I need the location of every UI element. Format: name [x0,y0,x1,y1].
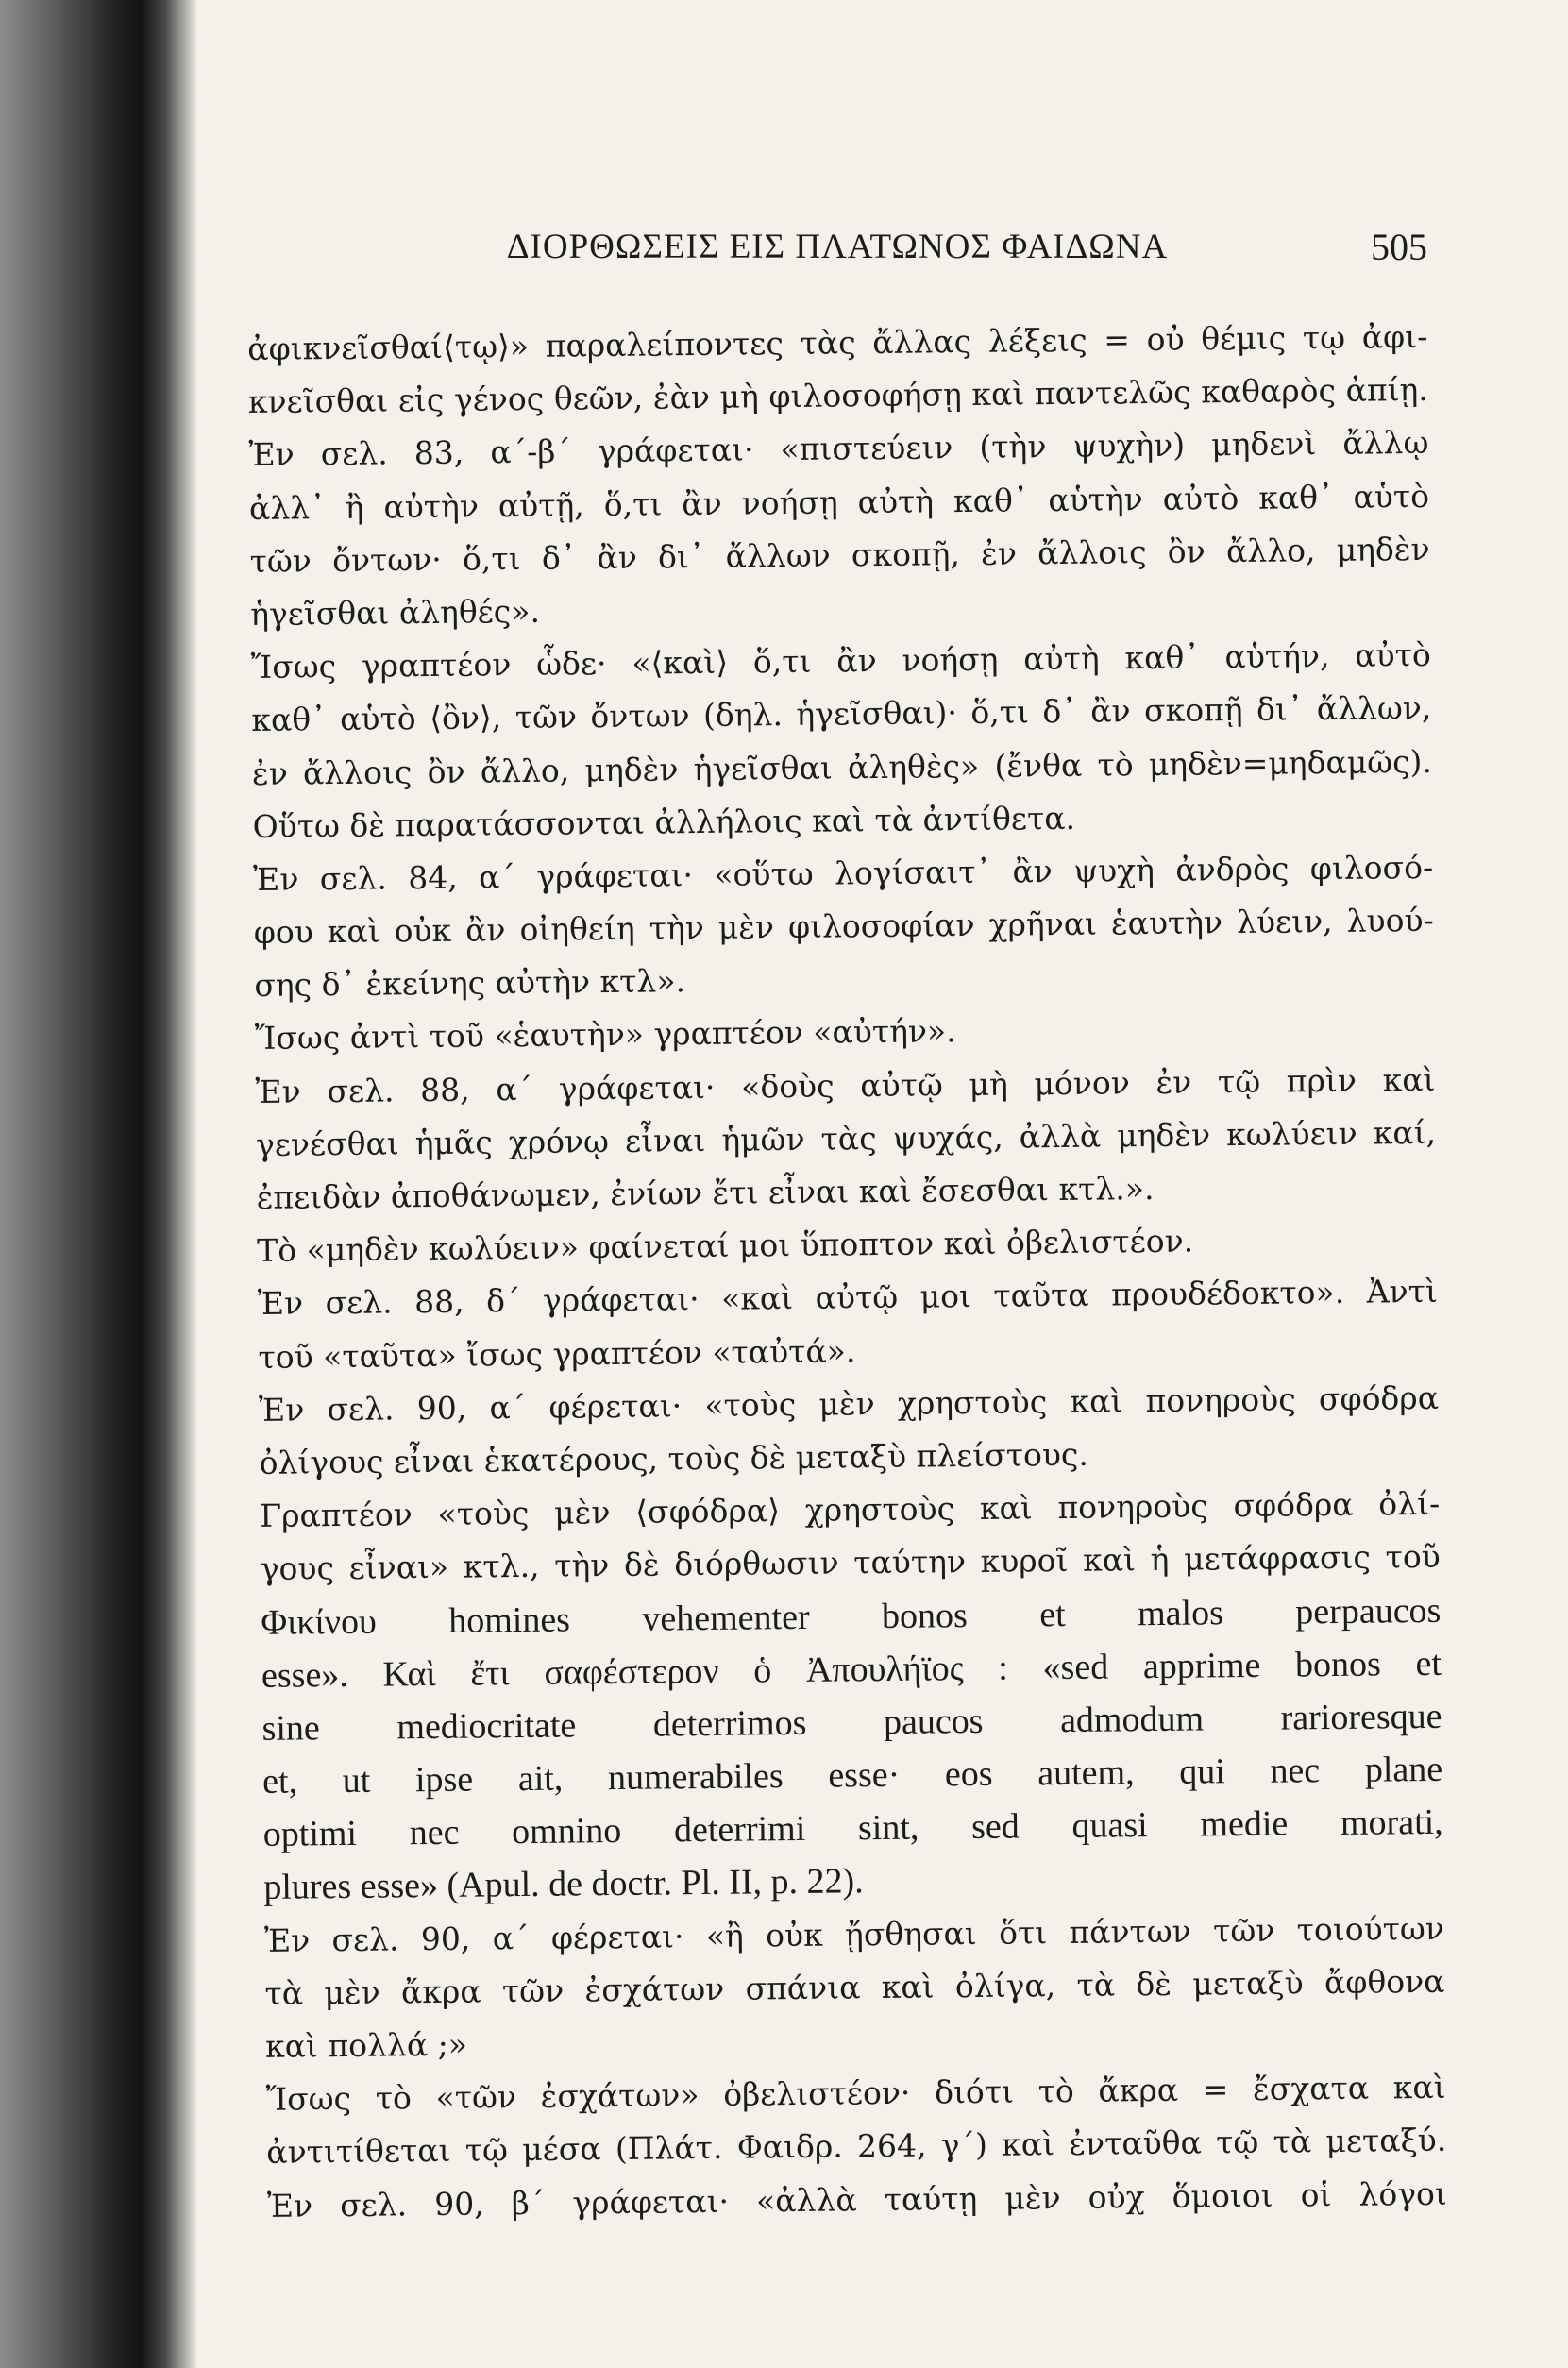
text-line: γους εἶναι» κτλ., τὴν δὲ διόρθωσιν ταύτην κυροῖ καὶ ἡ μετάφρασις τοῦ [260,1538,1441,1588]
text-line: γενέσθαι ἡμᾶς χρόνῳ εἶναι ἡμῶν τὰς ψυχάς, ἀλλὰ μηδὲν κωλύειν καί, [255,1113,1437,1163]
text-line: καθ᾿ αὑτὸ ⟨ὂν⟩, τῶν ὄντων (δηλ. ἡγεῖσθαι)· ὅ,τι δ᾿ ἂν σκοπῇ δι᾿ ἄλλων, [251,689,1432,739]
text-line: κνεῖσθαι εἰς γένος θεῶν, ἐὰν μὴ φιλοσοφήσῃ καὶ παντελῶς καθαρὸς ἀπίῃ. [247,371,1429,421]
text-line: ὀλίγους εἶναι ἑκατέρους, τοὺς δὲ μεταξὺ πλείστους. [259,1435,1089,1481]
text-line: ἀφικνεῖσθαί⟨τῳ⟩» παραλείποντες τὰς ἄλλας λέξεις = οὐ θέμις τῳ ἀφι- [247,317,1428,367]
page-number: 505 [1371,226,1427,268]
text-line: Ἐν σελ. 84, α΄ γράφεται· «οὕτω λογίσαιτ᾿ ἂν ψυχὴ ἀνδρὸς φιλοσό- [252,848,1434,898]
text-line: Ἴσως ἀντὶ τοῦ «ἑαυτὴν» γραπτέον «αὐτήν». [254,1012,956,1057]
text-line: Φικίνου homines vehementer bonos et malos perpaucos [261,1590,1442,1643]
text-line: Ἐν σελ. 90, β΄ γράφεται· «ἀλλὰ ταύτῃ μὲν οὐχ ὅμοιοι οἱ λόγοι [266,2174,1448,2224]
text-line: φου καὶ οὐκ ἂν οἰηθείη τὴν μὲν φιλοσοφίαν χρῆναι ἑαυτὴν λύειν, λυού- [253,901,1434,952]
text-line: τῶν ὄντων· ὅ,τι δ᾿ ἂν δι᾿ ἄλλων σκοπῇ, ἐν ἄλλοις ὂν ἄλλο, μηδὲν [249,530,1430,580]
text-line: καὶ πολλά ;» [264,2025,468,2065]
text-line: optimi nec omnino deterrimi sint, sed quasi medie morati, [262,1802,1443,1855]
text-line: Ἴσως τὸ «τῶν ἐσχάτων» ὀβελιστέον· διότι τὸ ἄκρα = ἔσχατα καὶ [265,2068,1446,2119]
text-line: ἀντιτίθεται τῷ μέσα (Πλάτ. Φαιδρ. 264, γ΄) καὶ ἐνταῦθα τῷ τὰ μεταξύ. [266,2122,1447,2172]
text-line: Γραπτέον «τοὺς μὲν ⟨σφόδρα⟩ χρηστοὺς καὶ πονηροὺς σφόδρα ὀλί- [260,1484,1441,1535]
text-line: Ἴσως γραπτέον ὧδε· «⟨καὶ⟩ ὅ,τι ἂν νοήσῃ αὐτὴ καθ᾿ αὑτήν, αὐτὸ [250,636,1431,686]
text-line: ἐν ἄλλοις ὂν ἄλλο, μηδὲν ἡγεῖσθαι ἀληθὲς» (ἔνθα τὸ μηδὲν=μηδαμῶς). [251,742,1433,792]
text-line: Ἐν σελ. 90, α΄ φέρεται· «ἢ οὐκ ᾔσθησαι ὅτι πάντων τῶν τοιούτων [263,1909,1445,1959]
text-line: Ἐν σελ. 90, α΄ φέρεται· «τοὺς μὲν χρηστοὺς καὶ πονηροὺς σφόδρα [258,1379,1440,1429]
text-line: σης δ᾿ ἐκείνης αὐτὴν κτλ». [254,962,686,1005]
text-line: ἐπειδὰν ἀποθάνωμεν, ἐνίων ἔτι εἶναι καὶ ἔσεσθαι κτλ.». [256,1169,1155,1216]
book-spine-shadow [0,0,198,2368]
text-line: Τὸ «μηδὲν κωλύειν» φαίνεταί μοι ὕποπτον καὶ ὀβελιστέον. [257,1222,1194,1270]
text-line: Ἐν σελ. 88, δ΄ γράφεται· «καὶ αὐτῷ μοι ταῦτα προυδέδοκτο». Ἀντὶ [257,1273,1439,1323]
text-line: Ἐν σελ. 83, α΄-β΄ γράφεται· «πιστεύειν (τὴν ψυχὴν) μηδενὶ ἄλλῳ [248,424,1429,474]
text-line: Οὕτω δὲ παρατάσσονται ἀλλήλοις καὶ τὰ ἀντίθετα. [252,799,1076,845]
text-line: esse». Καὶ ἔτι σαφέστερον ὁ Ἀπουλήϊος : «sed apprime bonos et [261,1643,1442,1696]
text-line: ἡγεῖσθαι ἀληθές». [250,592,541,633]
text-line: Ἐν σελ. 88, α΄ γράφεται· «δοὺς αὐτῷ μὴ μόνον ἐν τῷ πρὶν καὶ [255,1060,1436,1110]
text-line: τὰ μὲν ἄκρα τῶν ἐσχάτων σπάνια καὶ ὀλίγα, τὰ δὲ μεταξὺ ἄφθονα [264,1962,1445,2012]
text-line: sine mediocritate deterrimos paucos admodum rarioresque [261,1696,1442,1749]
text-line: ἀλλ᾿ ἢ αὐτὴν αὐτῇ, ὅ,τι ἂν νοήσῃ αὐτὴ καθ᾿ αὑτὴν αὐτὸ καθ᾿ αὑτὸ [248,477,1430,527]
text-line: et, ut ipse ait, numerabiles esse· eos autem, qui nec plane [261,1749,1443,1801]
running-title: ΔΙΟΡΘΩΣΕΙΣ ΕΙΣ ΠΛΑΤΩΝΟΣ ΦΑΙΔΩΝΑ [506,228,1169,266]
book-page [247,217,1448,2323]
text-line: plures esse» (Apul. de doctr. Pl. II, p. 22). [263,1861,864,1908]
body-text [247,311,1447,2233]
running-head [247,217,1427,293]
text-line: τοῦ «ταῦτα» ἴσως γραπτέον «ταὐτά». [258,1331,856,1376]
